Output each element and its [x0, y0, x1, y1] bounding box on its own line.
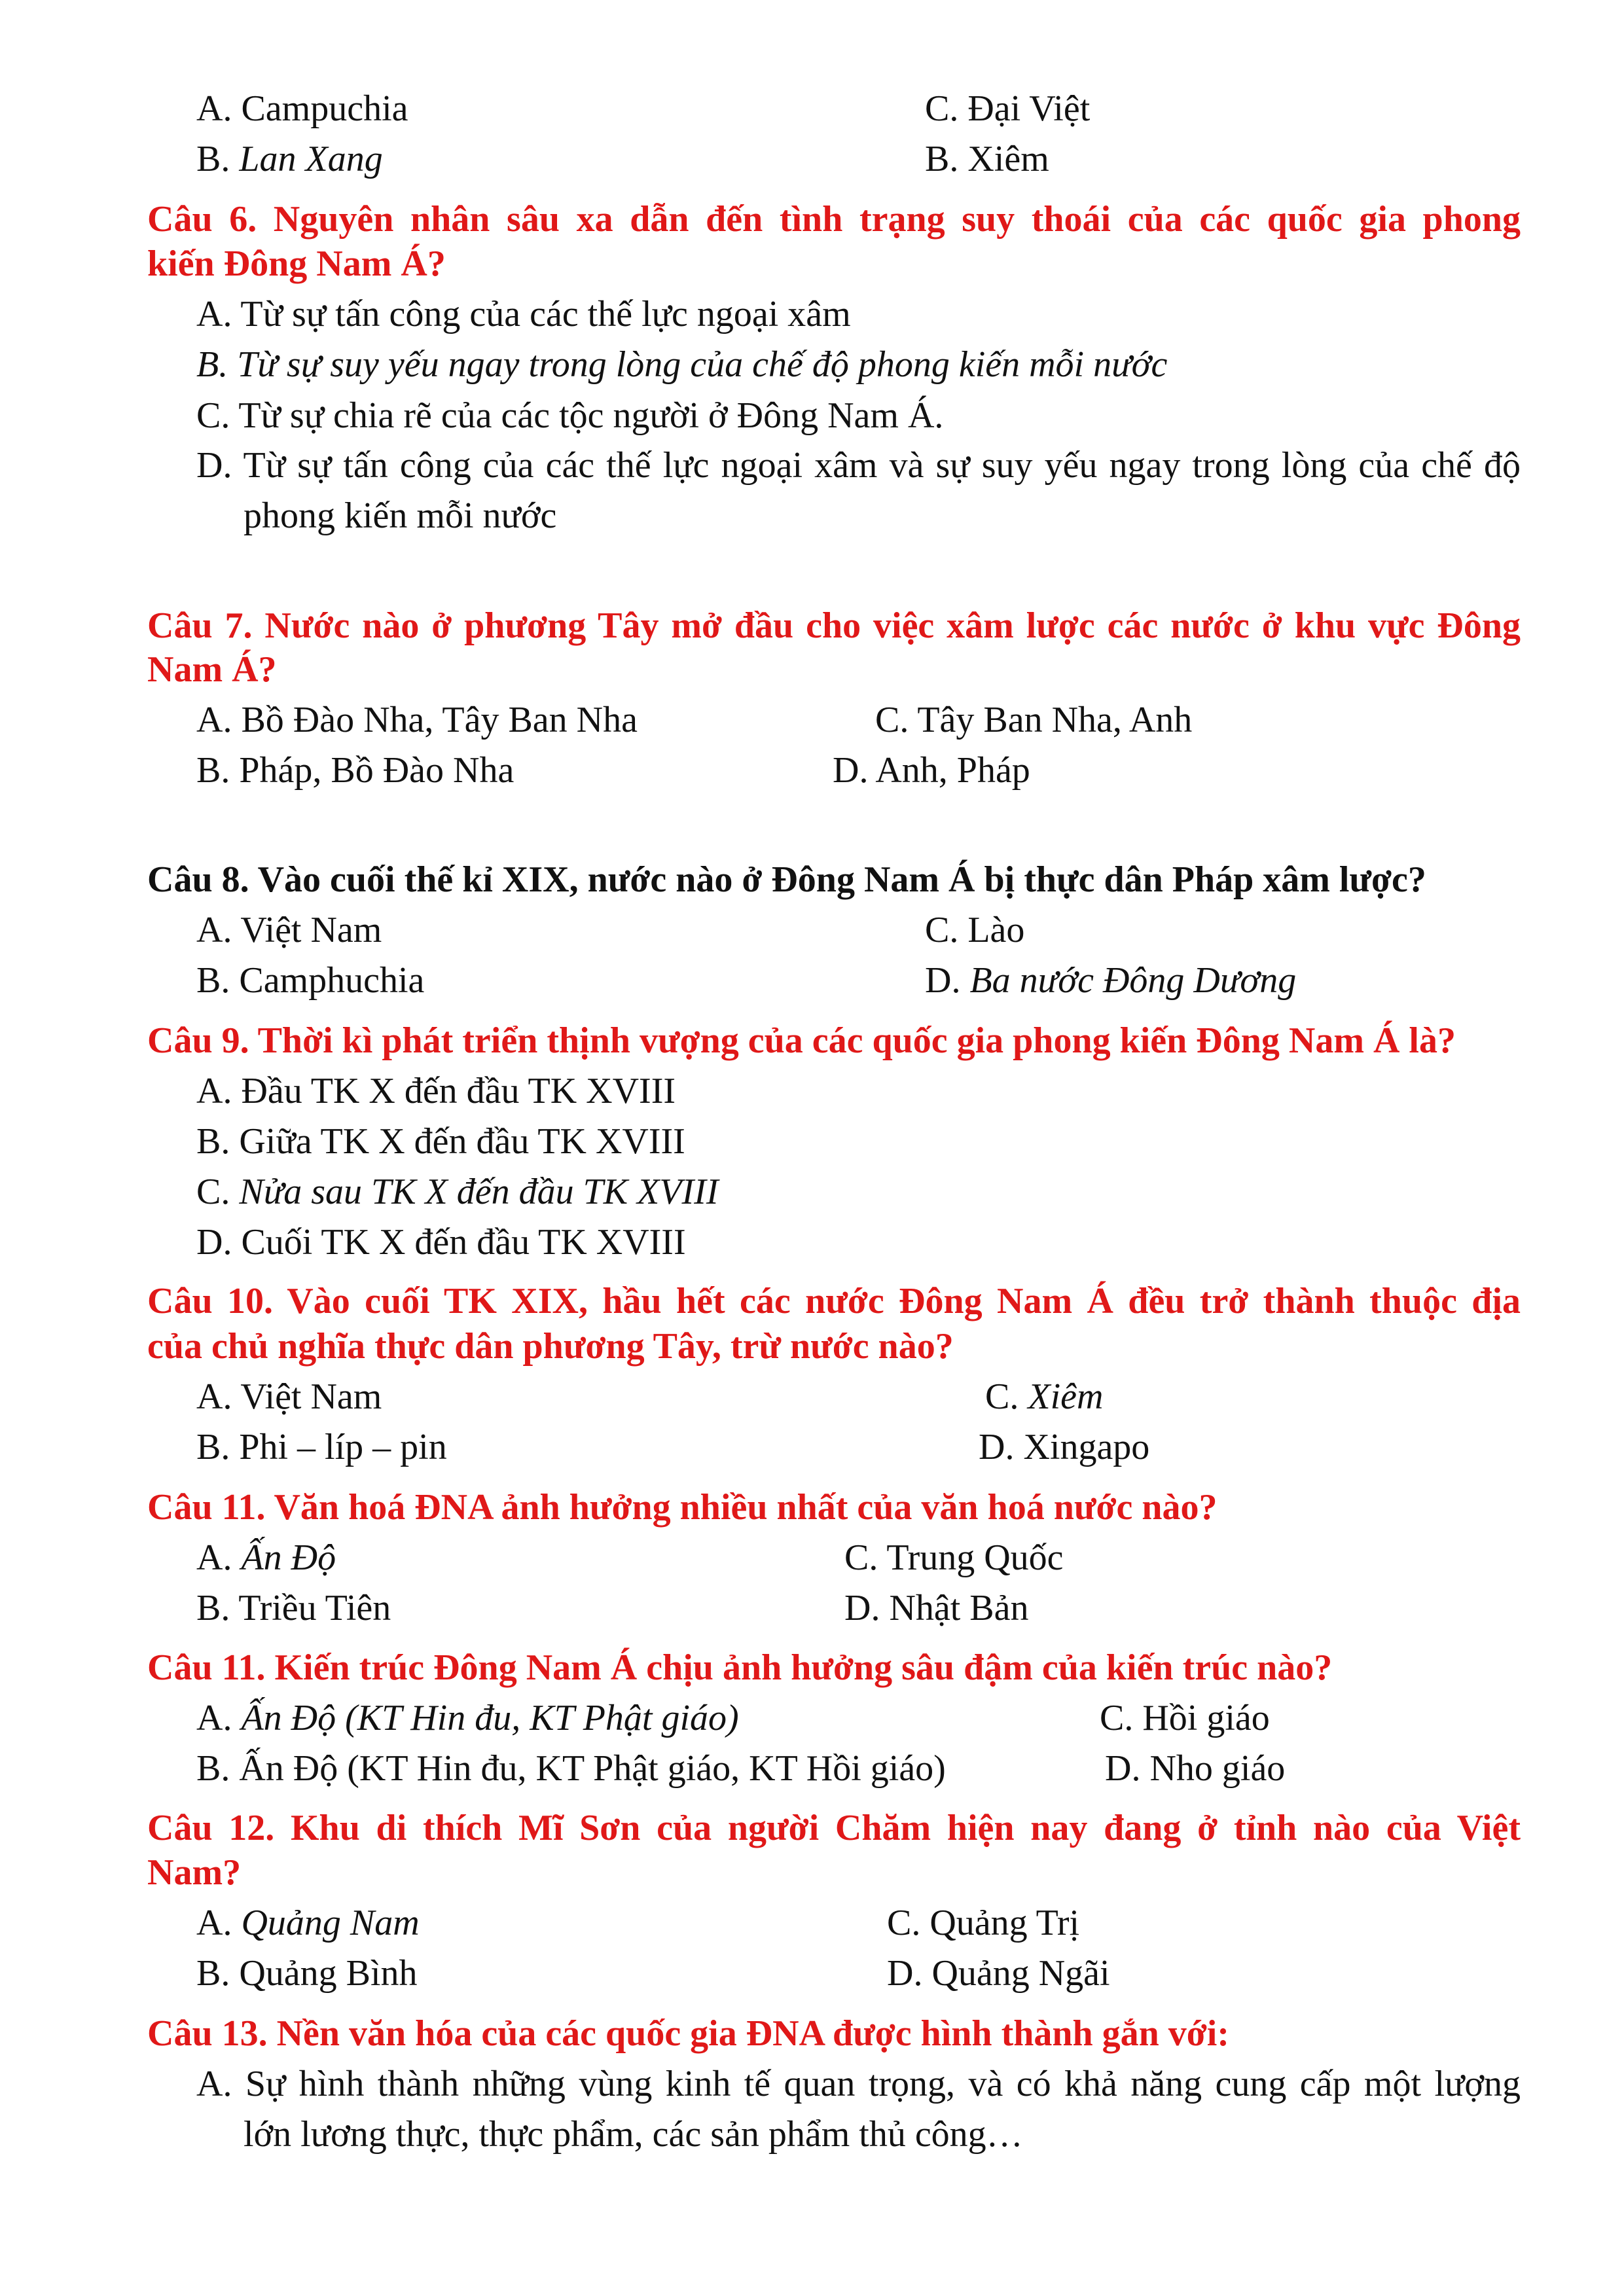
prev-option-c: C. Đại Việt: [925, 88, 1091, 129]
question-7-line2: Nam Á?: [147, 649, 277, 690]
question-12-line2: Nam?: [147, 1852, 242, 1893]
q8-option-d: [925, 956, 1296, 1005]
question-11b-line1: Câu 11. Kiến trúc Đông Nam Á chịu ảnh hưởng sâu đậm của kiến trúc nào?: [147, 1647, 1333, 1688]
q12-option-a-text: Quảng Nam: [241, 1903, 420, 1943]
q9-option-c: [196, 1167, 718, 1217]
question-9-line1: Câu 9. Thời kì phát triển thịnh vượng của các quốc gia phong kiến Đông Nam Á là?: [147, 1020, 1456, 1061]
q12-option-a-prefix: A.: [196, 1903, 242, 1943]
q12-option-b: B. Quảng Bình: [196, 1953, 418, 1994]
q11b-option-b: B. Ấn Độ (KT Hin đu, KT Phật giáo, KT Hồi giáo): [196, 1748, 946, 1789]
q10-option-b: B. Phi – líp – pin: [196, 1427, 447, 1467]
q7-option-b: B. Pháp, Bồ Đào Nha: [196, 750, 514, 791]
q9-option-d: D. Cuối TK X đến đầu TK XVIII: [196, 1222, 686, 1263]
q11b-option-d: D. Nho giáo: [1105, 1748, 1286, 1789]
prev-option-b-text: Lan Xang: [239, 139, 383, 179]
q11a-option-a-prefix: A.: [196, 1537, 242, 1578]
q6-option-c: C. Từ sự chia rẽ của các tộc người ở Đông Nam Á.: [196, 395, 944, 436]
q9-option-c-text: Nửa sau TK X đến đầu TK XVIII: [239, 1172, 719, 1212]
q11b-option-a-prefix: A.: [196, 1698, 242, 1738]
q13-option-a-line2: lớn lương thực, thực phẩm, các sản phẩm thủ công…: [244, 2114, 1023, 2155]
question-10-line2: của chủ nghĩa thực dân phương Tây, trừ nước nào?: [147, 1326, 954, 1367]
q11b-option-a: [196, 1693, 739, 1743]
q10-option-c-prefix: C.: [985, 1376, 1028, 1417]
question-11a-line1: Câu 11. Văn hoá ĐNA ảnh hưởng nhiều nhất của văn hoá nước nào?: [147, 1487, 1218, 1528]
q8-option-a: A. Việt Nam: [196, 910, 382, 950]
q6-option-a: A. Từ sự tấn công của các thế lực ngoại xâm: [196, 294, 851, 334]
q11b-option-c: C. Hồi giáo: [1100, 1698, 1270, 1738]
q11a-option-c: C. Trung Quốc: [844, 1537, 1064, 1578]
q9-option-b: B. Giữa TK X đến đầu TK XVIII: [196, 1121, 685, 1162]
question-8-line1: Câu 8. Vào cuối thế kỉ XIX, nước nào ở Đông Nam Á bị thực dân Pháp xâm lược?: [147, 859, 1426, 900]
q8-option-d-text: Ba nước Đông Dương: [969, 960, 1297, 1001]
q9-option-c-prefix: C.: [196, 1172, 240, 1212]
prev-option-a: A. Campuchia: [196, 88, 408, 129]
prev-option-b-prefix: B.: [196, 139, 240, 179]
q12-option-a: [196, 1898, 420, 1948]
q11a-option-d: D. Nhật Bản: [844, 1588, 1029, 1628]
q7-option-d: D. Anh, Pháp: [833, 750, 1030, 791]
q10-option-a: A. Việt Nam: [196, 1376, 382, 1417]
q6-option-b: B. Từ sự suy yếu ngay trong lòng của chế độ phong kiến mỗi nước: [196, 344, 1168, 385]
question-12-line1: Câu 12. Khu di thích Mĩ Sơn của người Chăm hiện nay đang ở tỉnh nào của Việt: [147, 1808, 1521, 1848]
q8-option-b: B. Camphuchia: [196, 960, 425, 1001]
q6-option-d-line2: phong kiến mỗi nước: [244, 495, 557, 536]
q7-option-c: C. Tây Ban Nha, Anh: [875, 700, 1193, 740]
prev-option-b2: B. Xiêm: [925, 139, 1049, 179]
prev-option-b: [196, 134, 383, 184]
q11a-option-a: [196, 1533, 336, 1583]
question-6-line2: kiến Đông Nam Á?: [147, 243, 446, 284]
q10-option-d: D. Xingapo: [979, 1427, 1150, 1467]
question-7-line1: Câu 7. Nước nào ở phương Tây mở đầu cho việc xâm lược các nước ở khu vực Đông: [147, 605, 1521, 646]
q9-option-a: A. Đầu TK X đến đầu TK XVIII: [196, 1071, 676, 1111]
q12-option-d: D. Quảng Ngãi: [887, 1953, 1110, 1994]
q10-option-c: [985, 1372, 1103, 1422]
q7-option-a: A. Bồ Đào Nha, Tây Ban Nha: [196, 700, 638, 740]
question-13-line1: Câu 13. Nền văn hóa của các quốc gia ĐNA được hình thành gắn với:: [147, 2013, 1230, 2054]
q8-option-d-prefix: D.: [925, 960, 970, 1001]
q11b-option-a-text: Ấn Độ (KT Hin đu, KT Phật giáo): [241, 1698, 739, 1738]
q11a-option-b: B. Triều Tiên: [196, 1588, 391, 1628]
question-10-line1: Câu 10. Vào cuối TK XIX, hầu hết các nước Đông Nam Á đều trở thành thuộc địa: [147, 1281, 1521, 1321]
q8-option-c: C. Lào: [925, 910, 1025, 950]
q6-option-d-line1: D. Từ sự tấn công của các thế lực ngoại xâm và sự suy yếu ngay trong lòng của chế độ: [196, 445, 1521, 486]
q11a-option-a-text: Ấn Độ: [241, 1537, 336, 1578]
q10-option-c-text: Xiêm: [1028, 1376, 1104, 1417]
q13-option-a-line1: A. Sự hình thành những vùng kinh tế quan trọng, và có khả năng cung cấp một lượng: [196, 2064, 1521, 2104]
q12-option-c: C. Quảng Trị: [887, 1903, 1080, 1943]
question-6-line1: Câu 6. Nguyên nhân sâu xa dẫn đến tình trạng suy thoái của các quốc gia phong: [147, 199, 1521, 240]
